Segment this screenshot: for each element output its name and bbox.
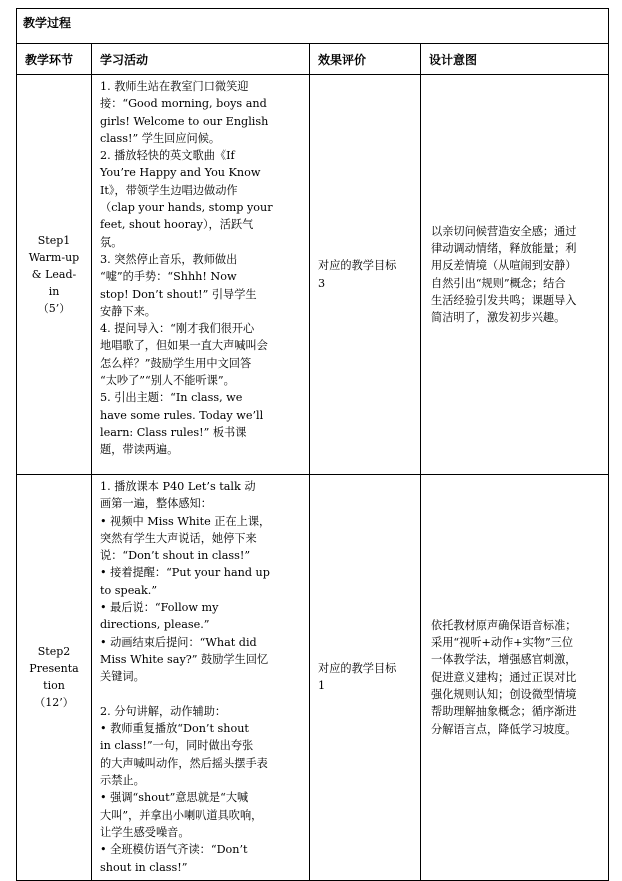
activity-line: You’re Happy and You Know	[100, 166, 261, 180]
activity-line: • 强调“shout”意思就是“大喊	[100, 791, 249, 805]
activity-line: • 教师重复播放“Don’t shout	[100, 722, 249, 736]
table-title: 教学过程	[17, 9, 609, 44]
intent-line: 采用“视听+动作+实物”三位	[431, 636, 574, 650]
evaluation-cell	[310, 75, 421, 475]
activity-line: 接：“Good morning, boys and	[100, 97, 267, 111]
activity-line: shout in class!”	[100, 860, 188, 874]
stage-line: Warm-up	[28, 251, 80, 264]
activity-line: 3. 突然停止音乐，教师做出	[100, 252, 238, 266]
intent-line: 分解语言点，降低学习坡度。	[431, 722, 577, 736]
activity-line: 2. 播放轻快的英文歌曲《If	[100, 149, 235, 163]
activity-line: 示禁止。	[100, 774, 145, 788]
activity-line: • 接着提醒：“Put your hand up	[100, 566, 270, 580]
activity-line: 5. 引出主题：“In class, we	[100, 391, 243, 405]
activity-line: 1. 教师生站在教室门口微笑迎	[100, 80, 249, 93]
activity-line: class!” 学生回应问候。	[100, 131, 221, 145]
evaluation-line: 对应的教学目标	[318, 662, 397, 676]
activity-line: 说：“Don’t shout in class!”	[100, 549, 251, 563]
intent-line: 生活经验引发共鸣；课题导入	[431, 293, 577, 307]
activity-line: 画第一遍，整体感知：	[100, 497, 212, 511]
activity-line: stop! Don’t shout!” 引导学生	[100, 287, 257, 301]
table-row-step2	[17, 475, 609, 881]
intent-line: 律动调动情绪，释放能量；利	[431, 241, 577, 255]
stage-line: in	[48, 285, 60, 298]
activity-line: 氛。	[100, 235, 123, 249]
lesson-plan-document	[16, 8, 608, 881]
activity-line: “嘘”的手势：“Shhh! Now	[100, 270, 237, 284]
header-intent: 设计意图	[421, 44, 609, 75]
activity-line: have some rules. Today we’ll	[100, 408, 264, 422]
activity-line: 安静下来。	[100, 304, 156, 318]
activity-line: Miss White say?” 鼓励学生回忆	[100, 652, 269, 666]
stage-cell	[17, 475, 92, 881]
activity-line: （clap your hands, stomp your	[100, 201, 273, 215]
activity-line: 的大声喊叫动作，然后摇头摆手表	[100, 756, 268, 770]
activity-line: 突然有学生大声说话，她停下来	[100, 531, 257, 545]
table-row-step1	[17, 75, 609, 475]
activity-line: 地唱歌了，但如果一直大声喊叫会	[100, 339, 268, 353]
evaluation-line: 对应的教学目标	[318, 259, 397, 273]
header-activity: 学习活动	[92, 44, 310, 75]
activity-line: 2. 分句讲解，动作辅助：	[100, 704, 227, 718]
activity-line: • 最后说：“Follow my	[100, 601, 219, 615]
activity-line: to speak.”	[100, 583, 158, 597]
stage-line: tion	[43, 679, 65, 693]
stage-cell	[17, 75, 92, 475]
intent-line: 用反差情境（从喧闹到安静）	[431, 259, 577, 273]
evaluation-line: 1	[318, 679, 326, 693]
intent-cell	[421, 75, 609, 475]
activity-line: 4. 提问导入：“刚才我们很开心	[100, 322, 255, 336]
header-row	[17, 44, 609, 75]
header-stage: 教学环节	[17, 44, 92, 75]
activity-line: 1. 播放课本 P40 Let’s talk 动	[100, 480, 256, 493]
activity-line: 大叫”，并拿出小喇叭道具吹响，	[100, 808, 263, 822]
activity-line: learn: Class rules!” 板书课	[100, 425, 247, 439]
activity-line: 关键词。	[100, 670, 145, 684]
activity-line: 怎么样？”鼓励学生用中文回答	[100, 356, 252, 370]
activity-line: 让学生感受噪音。	[100, 825, 190, 839]
stage-line: （5’）	[37, 302, 71, 315]
activity-line: in class!”一句，同时做出夸张	[100, 739, 254, 753]
header-evaluation: 效果评价	[310, 44, 421, 75]
stage-line: Presenta	[29, 662, 79, 676]
activity-cell	[92, 475, 310, 881]
intent-cell	[421, 475, 609, 881]
activity-line: • 动画结束后提问：“What did	[100, 635, 257, 649]
stage-line: Step2	[37, 645, 71, 659]
activity-cell	[92, 75, 310, 475]
activity-line: • 全班模仿语气齐读：“Don’t	[100, 843, 248, 857]
intent-line: 一体教学法，增强感官刺激，	[431, 653, 577, 667]
activity-line	[100, 686, 303, 703]
intent-line: 依托教材原声确保语音标准；	[431, 618, 577, 632]
stage-line: & Lead-	[31, 268, 77, 281]
activity-line: 题，带读两遍。	[100, 443, 179, 457]
intent-line: 促进意义建构；通过正误对比	[431, 670, 577, 684]
intent-line: 简洁明了，激发初步兴趣。	[431, 311, 566, 325]
intent-line: 以亲切问候营造安全感；通过	[431, 224, 577, 238]
intent-line: 强化规则认知；创设微型情境	[431, 688, 577, 702]
activity-line: girls! Welcome to our English	[100, 114, 269, 128]
evaluation-line: 3	[318, 276, 326, 290]
activity-line: • 视频中 Miss White 正在上课，	[100, 514, 271, 528]
activity-line: directions, please.”	[100, 618, 210, 632]
activity-line: It》，带领学生边唱边做动作	[100, 183, 238, 197]
activity-line: feet, shout hooray），活跃气	[100, 218, 254, 232]
intent-line: 自然引出“规则”概念；结合	[431, 276, 566, 290]
evaluation-cell	[310, 475, 421, 881]
teaching-process-table	[16, 8, 609, 881]
stage-line: （12’）	[34, 696, 74, 710]
intent-line: 帮助理解抽象概念；循序渐进	[431, 705, 577, 719]
activity-line: “太吵了”“别人不能听课”。	[100, 374, 235, 388]
stage-line: Step1	[37, 234, 71, 247]
